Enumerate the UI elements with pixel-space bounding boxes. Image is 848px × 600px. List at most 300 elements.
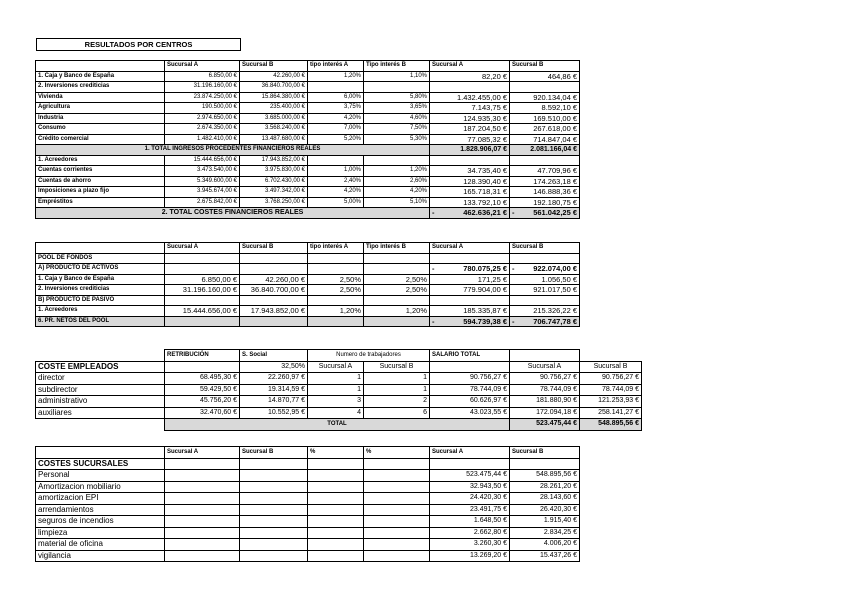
row-label: Imposiciones a plazo fijo <box>36 187 165 198</box>
total-b: 2.081.166,04 € <box>510 145 580 156</box>
table-row <box>36 197 580 208</box>
empty-cell <box>165 527 240 539</box>
column-header <box>36 61 165 72</box>
table-row <box>36 527 580 539</box>
salario-total: 43.023,55 € <box>430 407 510 419</box>
empty-cell <box>308 504 364 516</box>
column-header: % <box>364 447 430 459</box>
dash: - <box>432 316 435 326</box>
result-b: 267.618,00 € <box>510 124 580 135</box>
workers-a: 3 <box>308 396 364 408</box>
table-row <box>36 187 580 198</box>
table-row <box>36 134 580 145</box>
column-header: Sucursal B <box>364 361 430 373</box>
empty-cell <box>364 527 430 539</box>
pool-value-b: 36.840.700,00 € <box>240 285 308 296</box>
empty-cell <box>308 316 364 327</box>
rate-a: 3,75% <box>308 103 364 114</box>
rate-b: 2,60% <box>364 176 430 187</box>
table-row <box>36 384 642 396</box>
pool-value-tb: 1,20% <box>364 306 430 317</box>
row-label: Consumo <box>36 124 165 135</box>
cost-b: 78.744,09 € <box>580 384 642 396</box>
header-row <box>36 243 580 254</box>
seguridad-social: 10.552,95 € <box>240 407 308 419</box>
rate-b: 1,20% <box>364 166 430 177</box>
netos-row <box>36 316 580 327</box>
rate-b: 5,10% <box>364 197 430 208</box>
workers-a: 4 <box>308 407 364 419</box>
amount-b: 15.864.380,00 € <box>240 92 308 103</box>
empty-cell <box>308 539 364 551</box>
amount-a: 31.196.160,00 € <box>165 82 240 93</box>
column-header: tipo interés A <box>308 243 364 254</box>
column-header: Sucursal B <box>510 447 580 459</box>
rate-a: 2,40% <box>308 176 364 187</box>
column-header <box>36 447 165 459</box>
dash: - <box>432 208 435 218</box>
table-row <box>36 166 580 177</box>
empty-cell <box>510 458 580 470</box>
empty-cell <box>364 316 430 327</box>
netos-label: 6. PR. NETOS DEL POOL <box>36 316 165 327</box>
workers-a: 1 <box>308 384 364 396</box>
pool-value-ta: 2,50% <box>308 285 364 296</box>
cost-b: 2.834,25 € <box>510 527 580 539</box>
row-label: Agricultura <box>36 103 165 114</box>
amount-b: 6.702.430,00 € <box>240 176 308 187</box>
empty-cell <box>165 539 240 551</box>
salario-total: 78.744,09 € <box>430 384 510 396</box>
result-a: 124.935,30 € <box>430 113 510 124</box>
rate-a: 4,20% <box>308 187 364 198</box>
pool-value-a: 31.196.160,00 € <box>165 285 240 296</box>
header-row <box>36 447 580 459</box>
empty-cell <box>364 516 430 528</box>
pool-value-b: 17.943.852,00 € <box>240 306 308 317</box>
table-row <box>36 470 580 482</box>
rate-b <box>364 82 430 93</box>
cost-a: 2.662,80 € <box>430 527 510 539</box>
cost-a: 24.420,30 € <box>430 493 510 505</box>
centros-table <box>35 60 580 219</box>
empty-cell <box>430 253 510 264</box>
amount-a: 6.850,00 € <box>165 71 240 82</box>
empty-cell <box>364 253 430 264</box>
empty-cell <box>510 253 580 264</box>
row-label: vigilancia <box>36 550 165 562</box>
row-label: 1. Caja y Banco de España <box>36 71 165 82</box>
cost-b: 28.261,20 € <box>510 481 580 493</box>
row-label: arrendamientos <box>36 504 165 516</box>
empty-cell <box>430 295 510 306</box>
row-label: Cuentas de ahorro <box>36 176 165 187</box>
rate-b <box>364 155 430 166</box>
empty-cell <box>240 316 308 327</box>
cost-a: 181.880,90 € <box>510 396 580 408</box>
empty-cell <box>308 481 364 493</box>
pool-value-ra: 185.335,87 € <box>430 306 510 317</box>
row-label: auxiliares <box>36 407 165 419</box>
amount-b: 17.943.852,00 € <box>240 155 308 166</box>
cost-b: 28.143,60 € <box>510 493 580 505</box>
title-row <box>36 361 642 373</box>
netos-a <box>430 316 510 327</box>
rate-a: 7,00% <box>308 124 364 135</box>
pool-value-b: 42.260,00 € <box>240 274 308 285</box>
empty-cell <box>510 295 580 306</box>
total-a: 523.475,44 € <box>510 419 580 431</box>
empty-cell <box>165 295 240 306</box>
amount-a: 190.500,00 € <box>165 103 240 114</box>
rate-a: 6,00% <box>308 92 364 103</box>
empleados-table <box>35 349 642 431</box>
empty-cell <box>510 350 580 362</box>
cost-b: 15.437,26 € <box>510 550 580 562</box>
sucursales-table <box>35 446 580 562</box>
cost-b: 121.253,93 € <box>580 396 642 408</box>
header-row <box>36 350 642 362</box>
column-header: Sucursal A <box>510 361 580 373</box>
empty-cell <box>165 481 240 493</box>
pool-title: POOL DE FONDOS <box>36 253 165 264</box>
table-row <box>36 71 580 82</box>
column-header: Tipo interés B <box>364 243 430 254</box>
empty-cell <box>364 264 430 275</box>
pool-value-tb: 2,50% <box>364 285 430 296</box>
rate-a <box>308 155 364 166</box>
cost-a: 78.744,09 € <box>510 384 580 396</box>
table-row <box>36 493 580 505</box>
table-row <box>36 481 580 493</box>
activos-b <box>510 264 580 275</box>
activos-a <box>430 264 510 275</box>
empty-cell <box>240 458 308 470</box>
pool-table <box>35 242 580 327</box>
empty-cell <box>165 516 240 528</box>
result-a: 7.143,75 € <box>430 103 510 114</box>
column-header: Sucursal B <box>510 243 580 254</box>
pool-title-row <box>36 253 580 264</box>
dash: - <box>512 316 515 326</box>
rate-b: 4,60% <box>364 113 430 124</box>
column-header: Sucursal B <box>580 361 642 373</box>
column-header: Sucursal B <box>510 61 580 72</box>
row-label: Industria <box>36 113 165 124</box>
result-a <box>430 155 510 166</box>
pool-value-ra: 779.904,00 € <box>430 285 510 296</box>
empty-cell <box>308 493 364 505</box>
empty-cell <box>240 493 308 505</box>
pool-value-rb: 921.017,50 € <box>510 285 580 296</box>
result-b: 714.847,04 € <box>510 134 580 145</box>
amount-a: 3.945.674,00 € <box>165 187 240 198</box>
empty-cell <box>364 470 430 482</box>
table-row <box>36 82 580 93</box>
column-header: Tipo interés B <box>364 61 430 72</box>
table-row <box>36 176 580 187</box>
result-b: 169.510,00 € <box>510 113 580 124</box>
result-b <box>510 155 580 166</box>
amount-b: 3.768.250,00 € <box>240 197 308 208</box>
result-a: 133.792,10 € <box>430 197 510 208</box>
table-row <box>36 373 642 385</box>
empty-cell <box>165 493 240 505</box>
empty-cell <box>308 470 364 482</box>
row-label: director <box>36 373 165 385</box>
pool-value-ta: 1,20% <box>308 306 364 317</box>
result-a: 165.718,31 € <box>430 187 510 198</box>
column-header <box>36 243 165 254</box>
cost-a: 3.260,30 € <box>430 539 510 551</box>
row-label: administrativo <box>36 396 165 408</box>
table-row <box>36 504 580 516</box>
pool-value-tb: 2,50% <box>364 274 430 285</box>
column-header: Sucursal A <box>430 61 510 72</box>
empty-cell <box>165 361 240 373</box>
total-row <box>36 145 580 156</box>
empty-cell <box>240 504 308 516</box>
row-label: amortizacion EPI <box>36 493 165 505</box>
total-a <box>430 208 510 219</box>
empty-cell <box>165 253 240 264</box>
cost-b: 26.420,30 € <box>510 504 580 516</box>
row-label: Vivienda <box>36 92 165 103</box>
retribucion: 45.756,20 € <box>165 396 240 408</box>
section-title: COSTES SUCURSALES <box>36 458 165 470</box>
table-row <box>36 407 642 419</box>
column-header: Sucursal B <box>240 61 308 72</box>
empty-cell <box>240 527 308 539</box>
amount-b: 36.840.700,00 € <box>240 82 308 93</box>
table-row <box>36 103 580 114</box>
empty-cell <box>308 527 364 539</box>
result-b <box>510 82 580 93</box>
total-row <box>36 208 580 219</box>
result-a: 77.085,32 € <box>430 134 510 145</box>
rate-b: 5,80% <box>364 92 430 103</box>
table-row <box>36 274 580 285</box>
column-header: Sucursal A <box>430 447 510 459</box>
empty-cell <box>308 550 364 562</box>
total-b: 548.895,56 € <box>580 419 642 431</box>
result-a: 1.432.455,00 € <box>430 92 510 103</box>
empty-cell <box>364 481 430 493</box>
amount-a: 15.444.656,00 € <box>165 155 240 166</box>
title-row <box>36 458 580 470</box>
cost-a: 523.475,44 € <box>430 470 510 482</box>
section-title: COSTE EMPLEADOS <box>36 361 165 373</box>
pool-value-a: 6.850,00 € <box>165 274 240 285</box>
pool-value-rb: 215.326,22 € <box>510 306 580 317</box>
activos-row <box>36 264 580 275</box>
rate-a: 1,20% <box>308 71 364 82</box>
row-label: 1. Caja y Banco de España <box>36 274 165 285</box>
cost-a: 23.491,75 € <box>430 504 510 516</box>
result-b: 47.709,96 € <box>510 166 580 177</box>
retribucion: 59.429,50 € <box>165 384 240 396</box>
total-label: 2. TOTAL COSTES FINANCIEROS REALES <box>36 208 430 219</box>
row-label: Amortizacion mobiliario <box>36 481 165 493</box>
cost-b: 258.141,27 € <box>580 407 642 419</box>
column-header: Sucursal B <box>240 447 308 459</box>
column-header: Sucursal B <box>240 243 308 254</box>
empty-cell <box>36 419 165 431</box>
cost-b: 548.895,56 € <box>510 470 580 482</box>
column-header: Sucursal A <box>308 361 364 373</box>
amount-b: 42.260,00 € <box>240 71 308 82</box>
empty-cell <box>36 350 165 362</box>
page-title: RESULTADOS POR CENTROS <box>36 38 241 51</box>
row-label: limpieza <box>36 527 165 539</box>
ss-percent: 32,50% <box>240 361 308 373</box>
rate-b: 5,30% <box>364 134 430 145</box>
column-header: Numero de trabajadores <box>308 350 430 362</box>
seguridad-social: 22.260,97 € <box>240 373 308 385</box>
activos-a-value: 780.075,25 € <box>463 264 507 274</box>
table-row <box>36 306 580 317</box>
total-a: 1.828.906,07 € <box>430 145 510 156</box>
empty-cell <box>240 539 308 551</box>
amount-a: 2.675.842,00 € <box>165 197 240 208</box>
amount-a: 2.674.350,00 € <box>165 124 240 135</box>
row-label: 2. Inversiones crediticias <box>36 82 165 93</box>
seguridad-social: 19.314,59 € <box>240 384 308 396</box>
rate-a: 5,20% <box>308 134 364 145</box>
dash: - <box>512 208 515 218</box>
column-header: tipo interés A <box>308 61 364 72</box>
amount-a: 5.349.600,00 € <box>165 176 240 187</box>
result-a: 34.735,40 € <box>430 166 510 177</box>
workers-b: 6 <box>364 407 430 419</box>
cost-b: 1.915,40 € <box>510 516 580 528</box>
netos-b <box>510 316 580 327</box>
rate-b: 3,65% <box>364 103 430 114</box>
table-row <box>36 92 580 103</box>
amount-a: 1.482.410,00 € <box>165 134 240 145</box>
rate-b: 7,50% <box>364 124 430 135</box>
table-row <box>36 539 580 551</box>
column-header: Sucursal A <box>165 61 240 72</box>
empty-cell <box>364 493 430 505</box>
salario-total: 60.626,97 € <box>430 396 510 408</box>
result-b: 192.180,75 € <box>510 197 580 208</box>
rate-a: 5,00% <box>308 197 364 208</box>
empty-cell <box>364 539 430 551</box>
retribucion: 32.470,60 € <box>165 407 240 419</box>
empty-cell <box>240 470 308 482</box>
rate-b: 1,10% <box>364 71 430 82</box>
amount-a: 2.974.650,00 € <box>165 113 240 124</box>
amount-b: 3.975.830,00 € <box>240 166 308 177</box>
empty-cell <box>240 516 308 528</box>
cost-a: 90.756,27 € <box>510 373 580 385</box>
empty-cell <box>308 458 364 470</box>
empty-cell <box>364 295 430 306</box>
result-b: 8.592,10 € <box>510 103 580 114</box>
rate-a <box>308 82 364 93</box>
empty-cell <box>165 470 240 482</box>
dash: - <box>432 264 435 274</box>
rate-a: 1,00% <box>308 166 364 177</box>
empty-cell <box>364 458 430 470</box>
activos-b-value: 922.074,00 € <box>533 264 577 274</box>
empty-cell <box>240 550 308 562</box>
table-row <box>36 285 580 296</box>
row-label: Empréstitos <box>36 197 165 208</box>
rate-b: 4,20% <box>364 187 430 198</box>
empty-cell <box>165 550 240 562</box>
empty-cell <box>165 316 240 327</box>
workers-b: 1 <box>364 373 430 385</box>
empty-cell <box>165 264 240 275</box>
result-a: 128.390,40 € <box>430 176 510 187</box>
amount-b: 235.400,00 € <box>240 103 308 114</box>
workers-b: 2 <box>364 396 430 408</box>
row-label: Cuentas corrientes <box>36 166 165 177</box>
amount-a: 3.473.540,00 € <box>165 166 240 177</box>
empty-cell <box>364 550 430 562</box>
column-header: SALARIO TOTAL <box>430 350 510 362</box>
table-row <box>36 155 580 166</box>
row-label: 1. Acreedores <box>36 155 165 166</box>
total-label: TOTAL <box>165 419 510 431</box>
column-header: % <box>308 447 364 459</box>
netos-b-value: 706.747,78 € <box>533 316 577 326</box>
empty-cell <box>240 253 308 264</box>
activos-label: A) PRODUCTO DE ACTIVOS <box>36 264 165 275</box>
empty-cell <box>308 295 364 306</box>
table-row <box>36 113 580 124</box>
pool-value-ra: 171,25 € <box>430 274 510 285</box>
amount-b: 13.487.680,00 € <box>240 134 308 145</box>
table-row <box>36 124 580 135</box>
salario-total: 90.756,27 € <box>430 373 510 385</box>
result-b: 920.134,04 € <box>510 92 580 103</box>
row-label: Crédito comercial <box>36 134 165 145</box>
cost-a: 172.094,18 € <box>510 407 580 419</box>
column-header: S. Social <box>240 350 308 362</box>
pool-value-a: 15.444.656,00 € <box>165 306 240 317</box>
row-label: subdirector <box>36 384 165 396</box>
pool-value-ta: 2,50% <box>308 274 364 285</box>
total-b <box>510 208 580 219</box>
result-a <box>430 82 510 93</box>
empty-cell <box>165 504 240 516</box>
empty-cell <box>308 264 364 275</box>
empty-cell <box>580 350 642 362</box>
amount-b: 3.568.240,00 € <box>240 124 308 135</box>
total-a-value: 462.636,21 € <box>463 208 507 218</box>
empty-cell <box>308 253 364 264</box>
empty-cell <box>240 295 308 306</box>
row-label: 1. Acreedores <box>36 306 165 317</box>
empty-cell <box>165 458 240 470</box>
amount-b: 3.685.000,00 € <box>240 113 308 124</box>
result-b: 174.263,18 € <box>510 176 580 187</box>
amount-a: 23.874.250,00 € <box>165 92 240 103</box>
cost-b: 4.006,20 € <box>510 539 580 551</box>
empty-cell <box>240 264 308 275</box>
pool-value-rb: 1.056,50 € <box>510 274 580 285</box>
table-row <box>36 396 642 408</box>
column-header: Sucursal A <box>165 447 240 459</box>
retribucion: 68.495,30 € <box>165 373 240 385</box>
result-b: 464,86 € <box>510 71 580 82</box>
column-header: Sucursal A <box>430 243 510 254</box>
result-a: 187.204,50 € <box>430 124 510 135</box>
empty-cell <box>430 458 510 470</box>
